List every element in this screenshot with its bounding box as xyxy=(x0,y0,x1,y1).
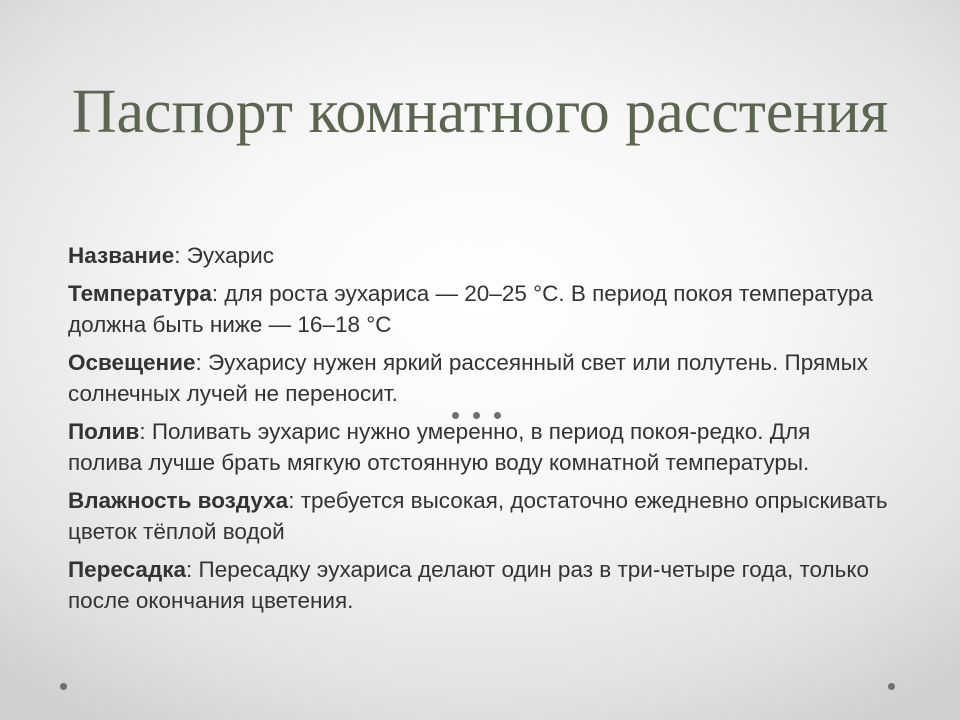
item-label: Влажность воздуха xyxy=(68,488,289,513)
item-text: : Поливать эухарис нужно умеренно, в период покоя-редко. Для полива лучше брать мягкую отстоянную воду комнатной температуры. xyxy=(68,419,811,475)
item-label: Температура xyxy=(68,281,212,306)
plant-passport-list xyxy=(68,240,888,623)
list-item-temperature xyxy=(68,278,888,340)
item-label: Название xyxy=(68,243,175,268)
corner-dot-left xyxy=(60,683,67,690)
item-text: : Эухарису нужен яркий рассеянный свет или полутень. Прямых солнечных лучей не переносит. xyxy=(68,350,869,406)
item-label: Полив xyxy=(68,419,140,444)
list-item-watering xyxy=(68,416,888,478)
list-item-lighting xyxy=(68,347,888,409)
slide-title: Паспорт комнатного расстения xyxy=(71,78,889,146)
item-label: Освещение xyxy=(68,350,196,375)
list-item-humidity xyxy=(68,485,888,547)
list-item-name xyxy=(68,240,888,271)
item-label: Пересадка xyxy=(68,557,187,582)
list-item-repotting xyxy=(68,554,888,616)
item-text: : Пересадку эухариса делают один раз в три-четыре года, только после окончания цветения. xyxy=(68,557,870,613)
item-text: : Эухарис xyxy=(174,243,274,268)
corner-dot-right xyxy=(888,683,895,690)
item-text: : требуется высокая, достаточно ежедневно опрыскивать цветок тёплой водой xyxy=(68,488,888,544)
item-text: : для роста эухариса — 20–25 °С. В период покоя температура должна быть ниже — 16–18 °С xyxy=(68,281,873,337)
